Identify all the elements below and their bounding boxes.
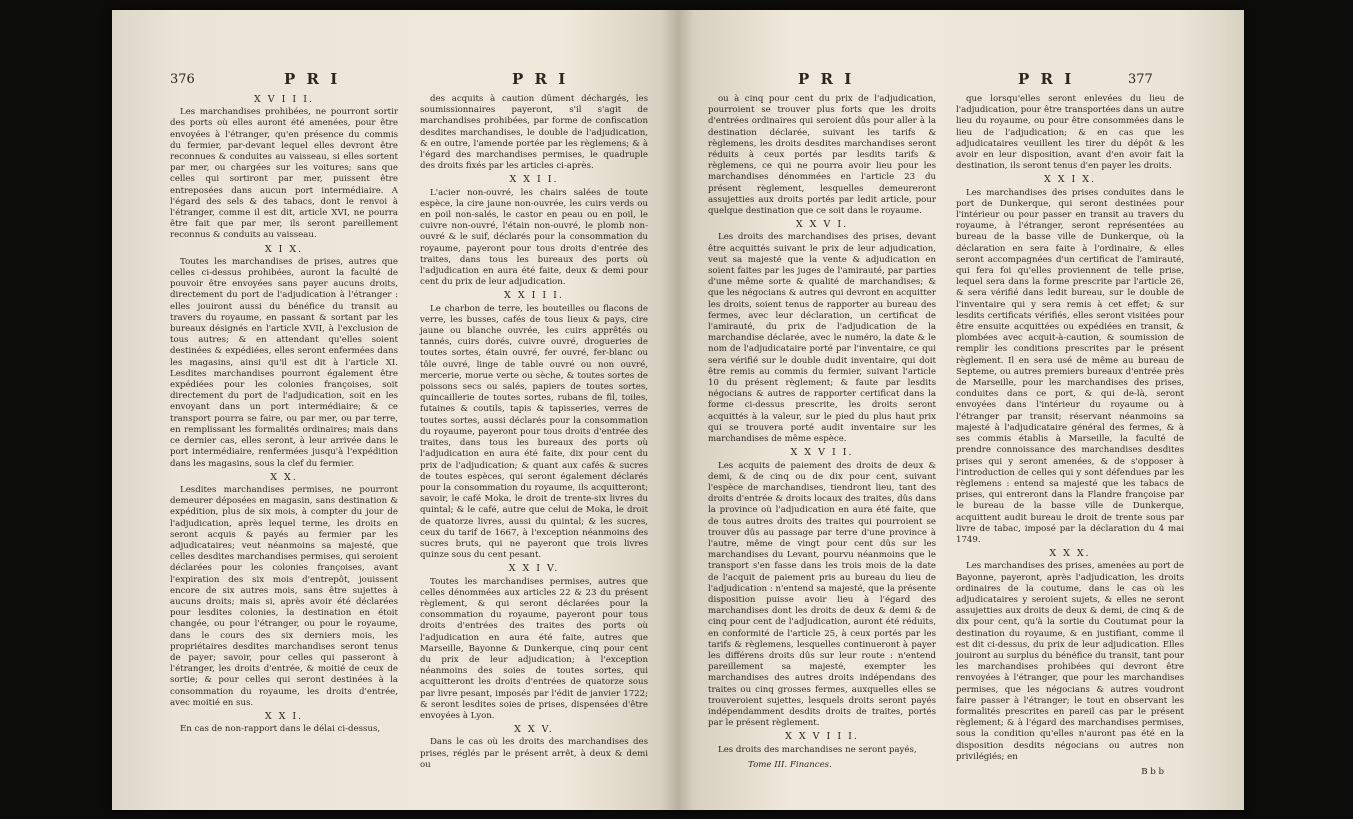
signature-mark: B b b [1141,766,1164,777]
left-column-2 [420,94,648,770]
paragraph: Le charbon de terre, les bouteilles ou flacons de verre, les busses, cafés de tous lieux & pays, cire jaune ou blanche ouvrée, les cuirs apprêtés ou tannés, cuirs dorés, cuivre ouvré, drogueries de toutes sortes, étain ouvré, fer ouvré, fer-blanc ou tôle ouvré, linge de table ouvré ou non ouvré, mercerie, morue verte ou sèche, & toutes sortes de poissons secs ou salés, papiers de toutes sortes, quincaillerie de toutes sortes, rubans de fil, toiles, futaines & coutils, tapis & tapisseries, verres de toutes sortes, aussi déclarés pour la consommation du royaume, payeront pour tous droits d'entrée des traites, dans tous les bureaux des ports où l'adjudication en aura été faite, dix pour cent du prix de l'adjudication; & quant aux cafés & sucres de toutes espèces, qui seront également déclarés pour la consommation du royaume, ils acquitteront; savoir, le café Moka, le droit de trente-six livres du quintal; & le café, autre que celui de Moka, le droit de quatorze livres, aussi du quintal; & les sucres, ceux du tarif de 1667, à l'exception néanmoins des sucres bruts, qui ne payeront que trois livres quinze sous du cent pesant. [420,303,648,561]
left-running-head: P R I [284,70,341,88]
right-page [678,10,1244,810]
section-heading: X X V. [514,724,554,736]
section-heading: X X V I I. [790,447,854,459]
section-heading: X X I X. [1043,174,1097,186]
section-heading: X X V I I I. [785,731,859,743]
right-footer-left [708,760,936,771]
section-heading: X X I V. [508,563,560,575]
left-page-number: 376 [170,72,195,87]
right-running-head: P R I [798,70,855,88]
paragraph: Toutes les marchandises de prises, autres que celles ci-dessus prohibées, auront la faculté de pouvoir être envoyées sans payer aucuns droits, directement du port de l'adjudication à l'étranger : elles jouiront aussi du bénéfice du transit au travers du royaume, en passant & sortant par les bureaux désignés en l'article XVII, à l'exclusion de tous autres; & en attendant qu'elles soient destinées & expédiées, elles seront enfermées dans les magasins, ainsi qu'il est dit à l'article XI. Lesdites marchandises pourront également être expédiées pour les colonies françoises, soit directement du port de l'adjudication, soit en les envoyant dans un port intermédiaire; & ce transport pourra se faire, ou par mer, ou par terre, en remplissant les formalités ordinaires; mais dans ce dernier cas, elles seront, à leur arrivée dans le port intermédiaire, renfermées jusqu'à l'expédition dans les magasins, sous la clef du fermier. [170,256,398,469]
paragraph: En cas de non-rapport dans le délai ci-dessus, [180,724,381,735]
paragraph: des acquits à caution dûment déchargés, les soumissionnaires payeront, s'il s'agit de marchandises prohibées, par forme de confiscation desdites marchandises, le double de l'adjudication, & en outre, l'amende portée par les règlemens; & à l'égard des marchandises permises, le quadruple des droits fixés par les articles ci-après. [420,94,648,172]
right-running-head-2: P R I [1018,70,1075,88]
section-heading: X X I I I. [504,290,564,302]
volume-title: Tome III. Finances. [748,759,832,770]
right-column-2 [956,94,1184,777]
paragraph: Lesdites marchandises permises, ne pourront demeurer déposées en magasin, sans destination & expédition, plus de six mois, à compter du jour de l'adjudication, après lequel terme, les droits en seront acquis & payés au fermier par les adjudicataires; veut néanmoins sa majesté, que celles desdites marchandises permises, qui seroient déclarées pour les colonies françoises, avant l'expiration des six mois d'entrepôt, jouissent encore de six autres mois, sans être sujettes à aucuns droits; mais si, après avoir été déclarées pour lesdites colonies, la destination en étoit changée, ou pour l'étranger, ou pour le royaume, dans le cours des six derniers mois, les propriétaires desdites marchandises seront tenus de payer; savoir, pour celles qui passeront à l'étranger, les droits d'entrée, & moitié de ceux de sortie; & pour celles qui seront destinées à la consommation du royaume, les droits d'entrée, avec moitié en sus. [170,484,398,708]
paragraph: Les droits des marchandises ne seront payés, [718,744,917,755]
paragraph: Les acquits de paiement des droits de deux & demi, & de cinq ou de dix pour cent, suivant l'espèce de marchandises, tiendront lieu, tant des droits d'entrée & droits locaux des traites, dûs dans la province où l'adjudication en aura été faite, que de tous autres droits des traites qui pourroient se trouver dûs au passage par terre d'une province à l'autre, même de vingt pour cent dûs sur les marchandises du Levant, pourvu néanmoins que le transport s'en fasse dans les trois mois de la date de l'acquit de paiement pris au bureau du lieu de l'adjudication : n'entend sa majesté, que la présente disposition puisse avoir lieu à l'égard des marchandises dont les droits de deux & demi & de cinq pour cent de l'adjudication, auront été réduits, en conformité de l'article 25, à ceux portés par les tarifs & règlemens, lesquelles continueront à payer les différens droits dûs sur leur route : n'entend pareillement sa majesté, exempter les marchandises des autres droits indépendans des traites ou cinq grosses fermes, auxquelles elles se trouveroient sujettes, lesquels droits seront payés indépendamment desdits droits de traites, portés par le présent règlement. [708,460,936,729]
right-column-1-text [708,94,936,756]
paragraph: ou à cinq pour cent du prix de l'adjudication, pourroient se trouver plus forts que les droits d'entrées ordinaires qui seroient dûs pour aller à la destination déclarée, suivant les tarifs & règlemens, les droits desdites marchandises seront réduits à ceux portés par lesdits tarifs & règlemens, ce qui ne pourra avoir lieu pour les marchandises dénommées en l'article 23 du présent règlement, lesquelles demeureront assujetties aux droits portés par ledit article, pour quelque destination que ce soit dans le royaume. [708,94,936,217]
section-heading: X V I I I. [254,94,314,105]
section-heading: X X V I. [795,219,849,231]
section-heading: X X I. [264,710,304,722]
right-column-1 [708,94,936,770]
paragraph: Toutes les marchandises permises, autres que celles dénommées aux articles 22 & 23 du présent règlement, & qui seront déclarées pour la consommation du royaume, payeront pour tous droits d'entrées des traites des ports où l'adjudication en aura été faite, autres que Marseille, Bayonne & Dunkerque, cinq pour cent du prix de leur adjudication; à l'exception néanmoins des soies de toutes sortes, qui acquitteront les droits d'entrées de quatorze sous par livre pesant, imposés par l'édit de janvier 1722; & seront lesdites soies de prises, dispensées d'être envoyées à Lyon. [420,576,648,721]
left-column-1 [170,94,398,754]
left-header [112,70,678,92]
paragraph: Dans le cas où les droits des marchandises des prises, réglés par le présent arrêt, à deux & demi ou [420,737,648,770]
section-heading: X X. [270,471,298,483]
paragraph: L'acier non-ouvré, les chairs salées de toute espèce, la cire jaune non-ouvrée, les cuirs verds ou en poil non-salés, le castor en peau ou en poil, le cuivre non-ouvré, l'étain non-ouvré, le plomb non-ouvré & le suif, déclarés pour la consommation du royaume, payeront pour tous droits d'entrée des traites, dans tous les bureaux des ports où l'adjudication en aura été faite, deux & demi pour cent du prix de leur adjudication. [420,187,648,288]
right-column-2-text [956,94,1184,763]
paragraph: Les marchandises des prises conduites dans le port de Dunkerque, qui seront destinées pour l'intérieur ou pour passer en transit au travers du royaume, à l'étranger, seront représentées au bureau de la basse ville de Dunkerque, où la déclaration en sera faite à l'ordinaire, & elles seront accompagnées d'un certificat de l'amirauté, qui fera foi qu'elles proviennent de telle prise, lequel sera dans la forme prescrite par l'article 26, & sera vérifié dans ledit bureau, sur le double de l'inventaire qui y sera remis à cet effet; & sur lesdits certificats vérifiés, elles seront visitées pour être ensuite acquittées ou expédiées en transit, & plombées avec acquit-à-caution, & soumission de remplir les conditions prescrites par le présent règlement. Il en sera usé de même au bureau de Septeme, ou autres premiers bureaux d'entrée près de Marseille, pour les marchandises des prises, conduites dans ce port, & qui de-là, seront envoyées dans l'intérieur du royaume ou à l'étranger par transit; réservant néanmoins sa majesté à l'adjudicataire général des fermes, & à ses commis établis à Marseille, la faculté de prendre connoissance des marchandises desdites prises qui y seront amenées, & de s'opposer à l'introduction de celles qui y sont défendues par les règlemens : entend sa majesté que les tabacs de prises, qui entreront dans la Flandre françoise par le bureau de la basse ville de Dunkerque, acquittent audit bureau le droit de trente sous par livre de tabac, imposé par la déclaration du 4 mai 1749. [956,187,1184,545]
left-running-head-2: P R I [512,70,569,88]
paragraph: Les droits des marchandises des prises, devant être acquittés suivant le prix de leur adjudication, veut sa majesté que la vente & adjudication en soient faites par les juges de l'amirauté, par parties d'une même sorte & qualité de marchandises; & que les négocians & autres qui devront en acquitter les droits, soient tenus de rapporter au bureau des fermes, avec leur déclaration, un certificat de l'amirauté, du prix de l'adjudication de la marchandise déclarée, avec le numéro, la date & le nom de l'adjudicataire porté par l'inventaire, ce qui sera vérifié sur le double dudit inventaire, qui doit être remis au commis du fermier, suivant l'article 10 du présent règlement; & faute par lesdits négocians & autres de rapporter certificat dans la forme ci-dessus prescrite, les droits seront acquittés à la valeur, sur le pied du plus haut prix qui se trouvera porté audit inventaire sur les marchandises de même espèce. [708,232,936,445]
left-page [112,10,678,810]
right-header [678,70,1244,92]
right-page-number: 377 [1128,72,1153,87]
paragraph: Les marchandises prohibées, ne pourront sortir des ports où elles auront été amenées, pour être envoyées à l'étranger, qu'en présence du commis du fermier, par-devant lequel elles devront être reconnues & conduites au vaisseau, si elles sortent par mer, ou chargées sur les voitures; sans que celles qui sortiront par mer, puissent être entreposées dans aucun port intermédiaire. A l'égard des sels & des tabacs, dont le renvoi à l'étranger, comme il est dit, article XVI, ne pourra être fait que par mer, ils seront pareillement reconnus & conduits au vaisseau. [170,107,398,241]
section-heading: X I X. [264,243,304,255]
paragraph: Les marchandises des prises, amenées au port de Bayonne, payeront, après l'adjudication, les droits ordinaires de la coutume, dans le cas où les adjudicataires y seroient sujets, & elles ne seront assujetties aux droits de deux & demi, de cinq & de dix pour cent, qu'à la sortie du Coutumat pour la destination du royaume, & en justifiant, comme il est dit ci-dessus, du prix de leur adjudication. Elles jouiront au surplus du bénéfice du transit, tant pour les marchandises prohibées qui devront être renvoyées à l'étranger, que pour les marchandises permises, que les négocians & autres voudront faire passer à l'étranger; le tout en observant les formalités prescrites en pareil cas par le présent règlement; & à l'égard des marchandises permises, sous la condition qu'elles n'auront pas été en la disposition desdits négocians ou autres non privilégiés; en [956,561,1184,762]
paragraph: que lorsqu'elles seront enlevées du lieu de l'adjudication, pour être transportées dans un autre lieu du royaume, ou pour être consommées dans le lieu de l'adjudication; & en cas que les adjudicataires veuillent les tirer du dépôt & les avoir en leur disposition, avant d'en avoir fait la destination, ils seront tenus d'en payer les droits. [956,94,1184,172]
book-spread [112,10,1244,810]
section-heading: X X X. [1049,548,1091,560]
section-heading: X X I I. [509,174,559,186]
